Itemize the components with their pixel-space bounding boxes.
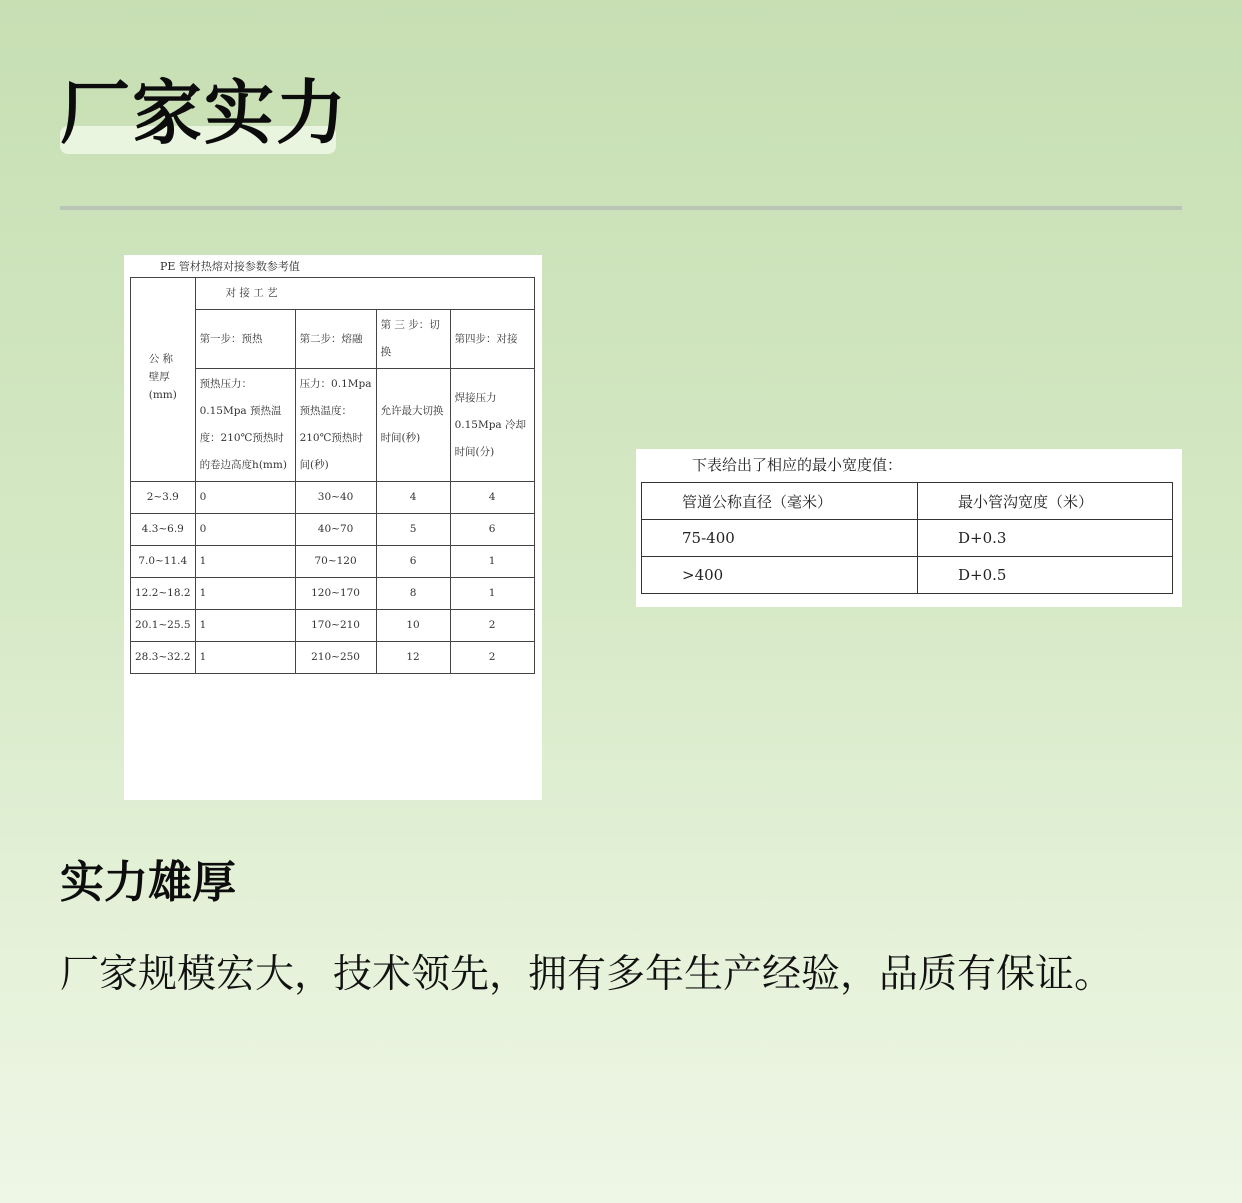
table-header-row [642, 483, 1173, 520]
step-3-header: 第 三 步：切换 [376, 310, 450, 369]
table-row [642, 520, 1173, 557]
step-2-params: 压力：0.1Mpa 预热温度：210℃预热时间(秒) [295, 369, 376, 482]
column-header: 管道公称直径（毫米） [642, 483, 918, 520]
cell: 2 [450, 642, 534, 674]
cell: 12 [376, 642, 450, 674]
title-block [60, 68, 348, 158]
trench-width-table [641, 482, 1173, 594]
cell: 2 [450, 610, 534, 642]
cell: 1 [450, 578, 534, 610]
table-row [642, 557, 1173, 594]
thickness-cell: 12.2~18.2 [131, 578, 196, 610]
corner-cell: 公 称 壁厚 (mm) [131, 278, 196, 482]
step-4-params: 焊接压力 0.15Mpa 冷却时间(分) [450, 369, 534, 482]
cell: 40~70 [295, 514, 376, 546]
cell: D+0.3 [918, 520, 1173, 557]
table-caption: 下表给出了相应的最小宽度值： [692, 456, 903, 474]
cell: 0 [195, 482, 295, 514]
table-row [131, 642, 535, 674]
cell: 1 [450, 546, 534, 578]
step-1-params: 预热压力：0.15Mpa 预热温度：210℃预热时的卷边高度h(mm) [195, 369, 295, 482]
cell: 8 [376, 578, 450, 610]
cell: 120~170 [295, 578, 376, 610]
pe-fusion-table-image [124, 255, 542, 800]
process-header: 对 接 工 艺 [195, 278, 534, 310]
cell: D+0.5 [918, 557, 1173, 594]
section-description: 厂家规模宏大，技术领先，拥有多年生产经验，品质有保证。 [60, 952, 1114, 997]
cell: >400 [642, 557, 918, 594]
thickness-cell: 2~3.9 [131, 482, 196, 514]
cell: 6 [376, 546, 450, 578]
thickness-cell: 20.1~25.5 [131, 610, 196, 642]
table-row [131, 578, 535, 610]
cell: 1 [195, 546, 295, 578]
cell: 1 [195, 578, 295, 610]
cell: 75-400 [642, 520, 918, 557]
cell: 30~40 [295, 482, 376, 514]
cell: 4 [376, 482, 450, 514]
cell: 210~250 [295, 642, 376, 674]
section-title: 实力雄厚 [60, 857, 236, 908]
table-row [131, 546, 535, 578]
cell: 0 [195, 514, 295, 546]
column-header: 最小管沟宽度（米） [918, 483, 1173, 520]
cell: 10 [376, 610, 450, 642]
thickness-cell: 4.3~6.9 [131, 514, 196, 546]
table-row [131, 482, 535, 514]
cell: 70~120 [295, 546, 376, 578]
step-3-params: 允许最大切换 时间(秒) [376, 369, 450, 482]
trench-width-table-image [636, 449, 1182, 607]
cell: 6 [450, 514, 534, 546]
cell: 170~210 [295, 610, 376, 642]
cell: 5 [376, 514, 450, 546]
thickness-cell: 7.0~11.4 [131, 546, 196, 578]
step-1-header: 第一步：预热 [195, 310, 295, 369]
step-4-header: 第四步：对接 [450, 310, 534, 369]
thickness-cell: 28.3~32.2 [131, 642, 196, 674]
fusion-parameter-table [130, 277, 535, 674]
page-title: 厂家实力 [60, 72, 348, 154]
divider [60, 206, 1182, 210]
cell: 4 [450, 482, 534, 514]
table-row [131, 610, 535, 642]
table-row [131, 514, 535, 546]
cell: 1 [195, 642, 295, 674]
cell: 1 [195, 610, 295, 642]
step-2-header: 第二步：熔融 [295, 310, 376, 369]
table-caption: PE 管材热熔对接参数参考值 [160, 260, 300, 273]
